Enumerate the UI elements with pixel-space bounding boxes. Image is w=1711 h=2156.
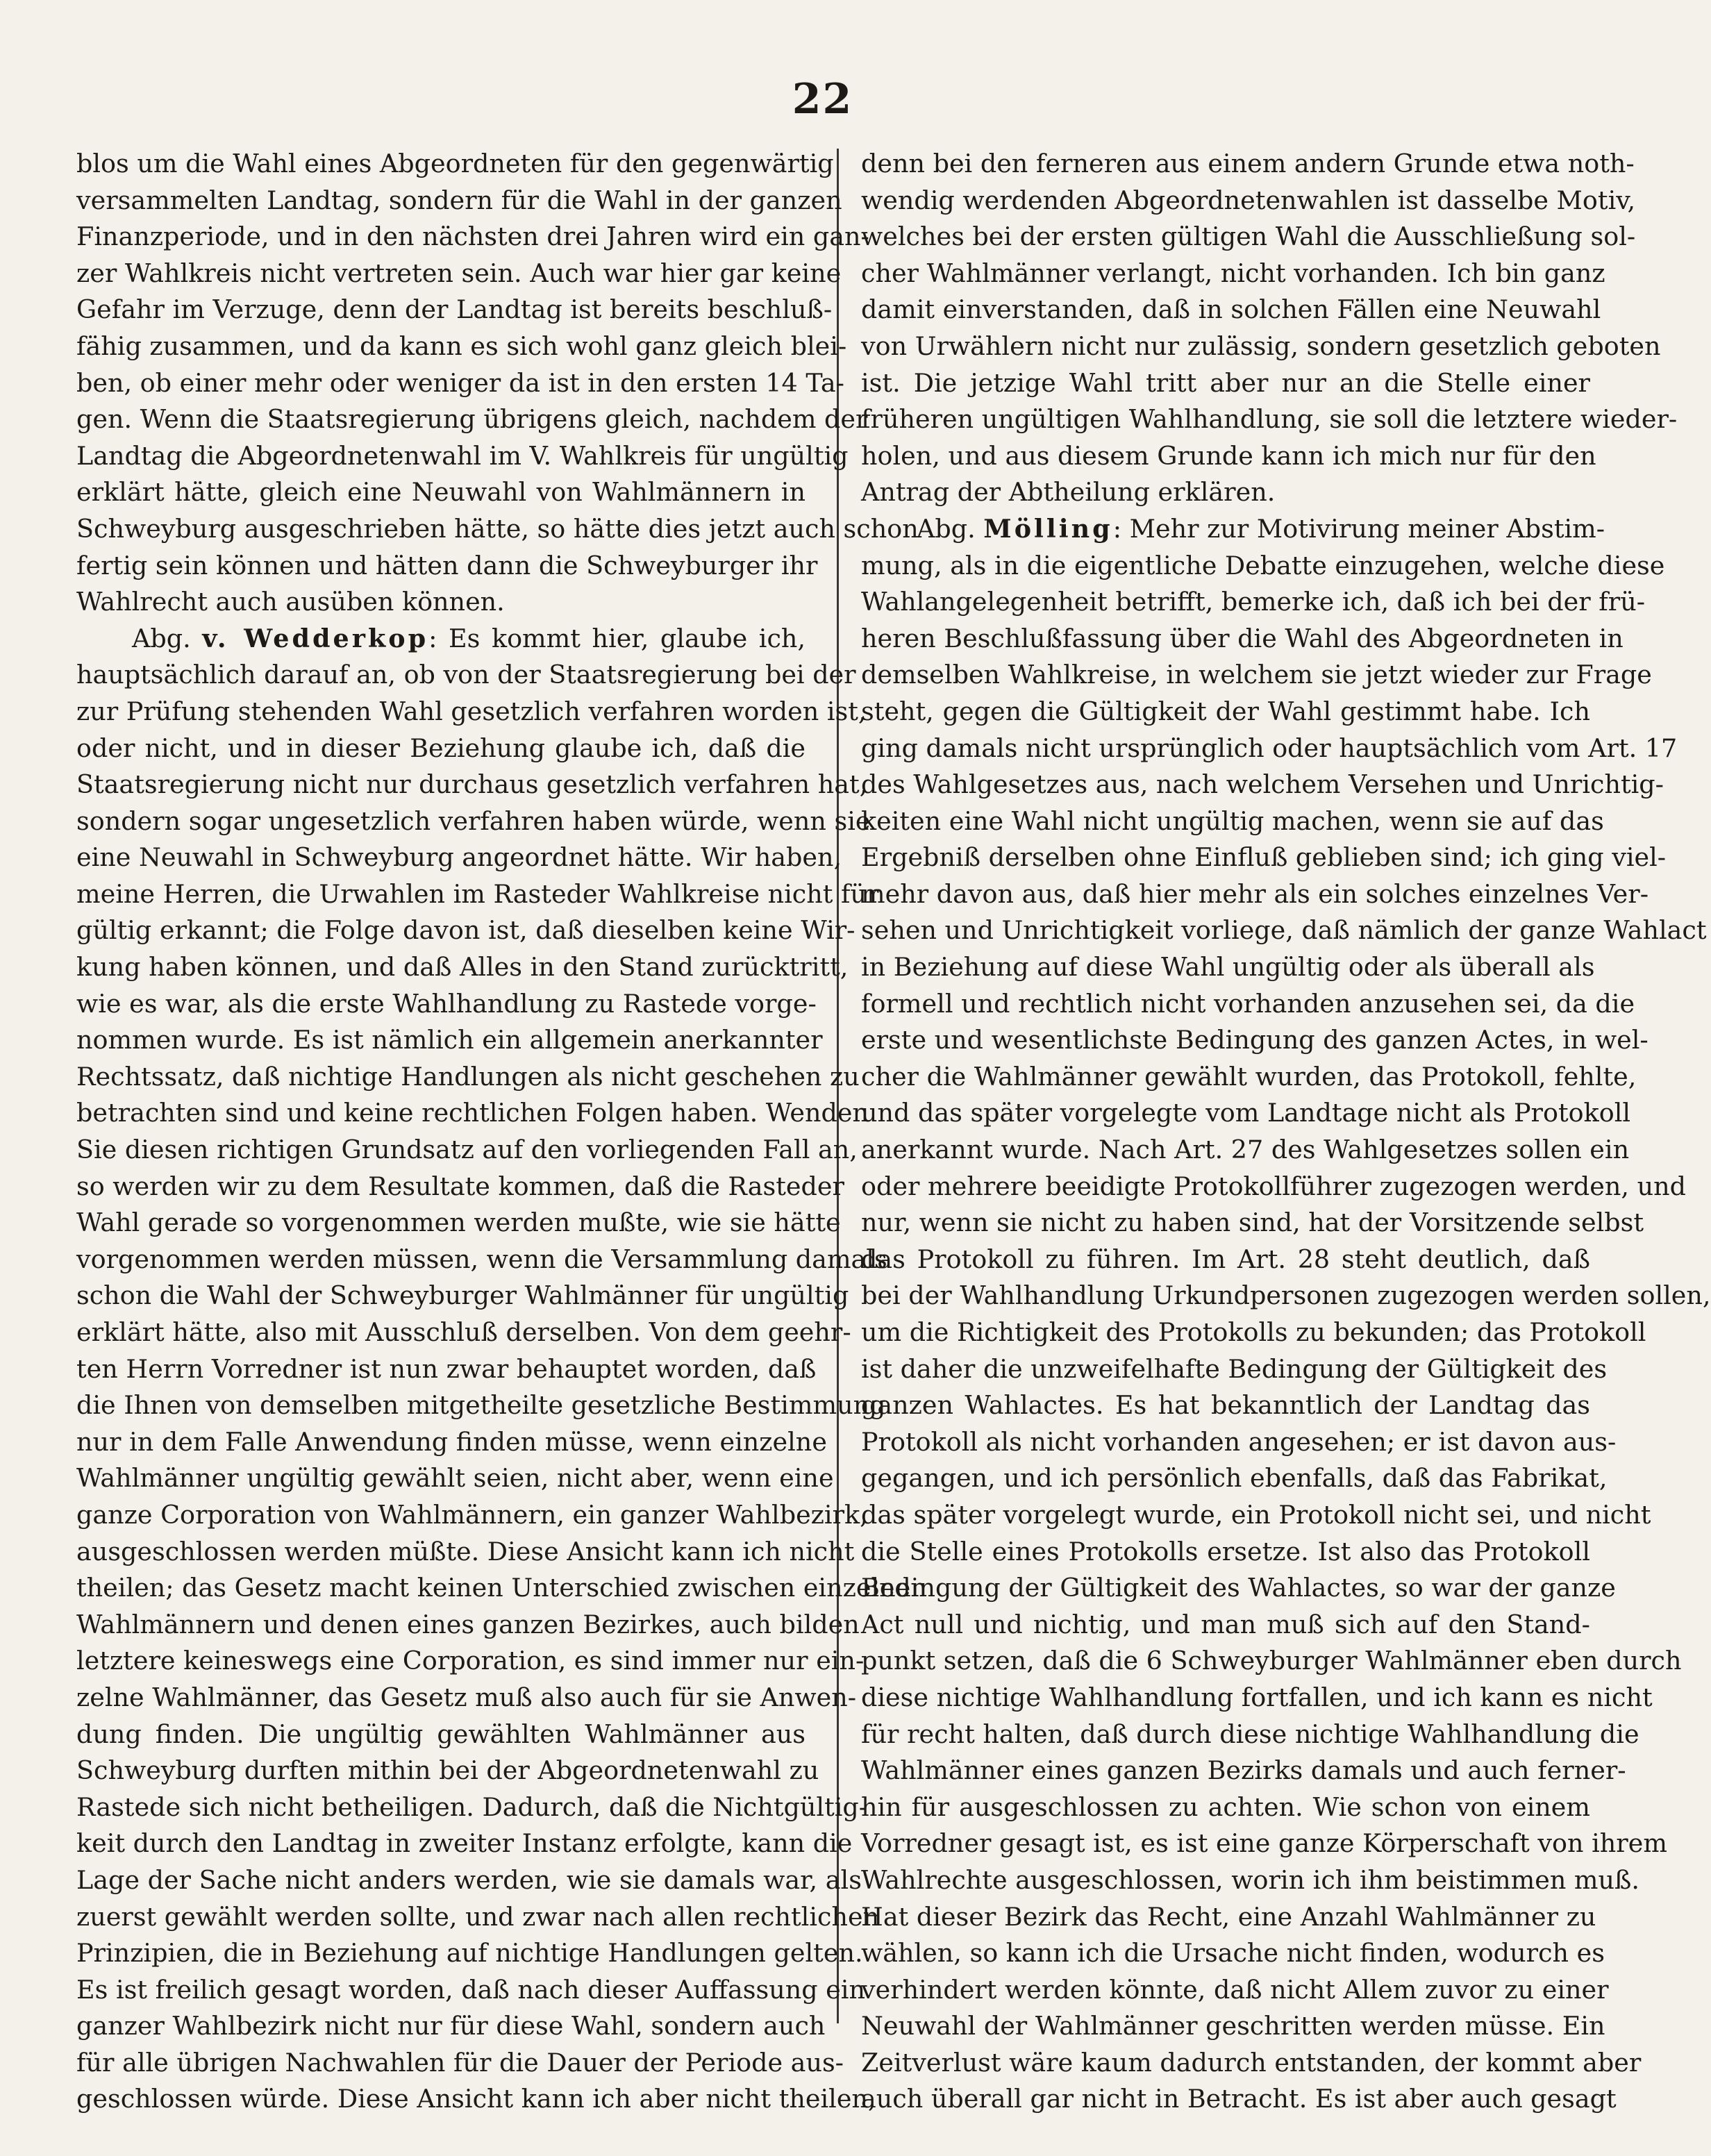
text-line: formell und rechtlich nicht vorhanden anzusehen sei, da die [861,988,1635,1019]
text-line: Lage der Sache nicht anders werden, wie sie damals war, als [76,1864,862,1895]
text-line: diese nichtige Wahlhandlung fortfallen, und ich kann es nicht [861,1682,1653,1712]
text-line: ist daher die unzweifelhafte Bedingung der Gültigkeit des [861,1353,1608,1384]
text-line: zuerst gewählt werden sollte, und zwar nach allen rechtlichen [76,1901,880,1932]
text-line: Ergebniß derselben ohne Einfluß geblieben sind; ich ging viel- [861,842,1667,873]
text-line: steht, gegen die Gültigkeit der Wahl gestimmt habe. Ich [861,696,1590,726]
text-line: denn bei den ferneren aus einem andern Grunde etwa noth- [861,149,1635,178]
text-line: Zeitverlust wäre kaum dadurch entstanden, der kommt aber [861,2047,1642,2078]
text-line: cher Wahlmänner verlangt, nicht vorhanden. Ich bin ganz [861,258,1605,288]
text-line: Bedingung der Gültigkeit des Wahlactes, so war der ganze [861,1573,1616,1603]
text-line: mehr davon aus, daß hier mehr als ein solches einzelnes Ver- [861,878,1649,909]
text-line: Wahlrechte ausgeschlossen, worin ich ihm beistimmen muß. [861,1864,1640,1895]
text-line: vorgenommen werden müssen, wenn die Versammlung damals [76,1244,887,1274]
text-line: geschlossen würde. Diese Ansicht kann ich aber nicht theilen, [76,2084,876,2114]
text-line: kung haben können, und daß Alles in den Stand zurücktritt, [76,952,849,983]
text-line: wie es war, als die erste Wahlhandlung zu Rastede vorge- [76,988,817,1019]
text-line: und das später vorgelegte vom Landtage nicht als Protokoll [861,1098,1631,1128]
text-line: für recht halten, daß durch diese nichtige Wahlhandlung die [861,1719,1639,1749]
text-line: ist. Die jetzige Wahl tritt aber nur an die Stelle einer [861,367,1590,398]
speaker-prefix: Abg. [132,623,203,653]
text-line: des Wahlgesetzes aus, nach welchem Versehen und Unrichtig- [861,769,1664,800]
text-line: Schweyburg ausgeschrieben hätte, so hätte dies jetzt auch schon [76,513,919,544]
text-line: Es ist freilich gesagt worden, daß nach dieser Auffassung ein [76,1974,865,2005]
text-line: mung, als in die eigentliche Debatte einzugehen, welche diese [861,550,1665,580]
text-line: nur, wenn sie nicht zu haben sind, hat der Vorsitzende selbst [861,1207,1644,1238]
text-line: ganze Corporation von Wahlmännern, ein ganzer Wahlbezirk, [76,1499,868,1530]
text-line: nur in dem Falle Anwendung finden müsse, wenn einzelne [76,1426,827,1457]
text-line: oder nicht, und in dieser Beziehung glaube ich, daß die [76,733,806,763]
text-line: gen. Wenn die Staatsregierung übrigens gleich, nachdem der [76,404,868,435]
text-line: für alle übrigen Nachwahlen für die Dauer der Periode aus- [76,2047,844,2078]
text-line: meine Herren, die Urwahlen im Rasteder Wahlkreise nicht für [76,878,879,909]
text-line: die Ihnen von demselben mitgetheilte gesetzliche Bestimmung [76,1390,886,1421]
text-line: Rastede sich nicht betheiligen. Dadurch, daß die Nichtgültig- [76,1791,868,1822]
text-line: eine Neuwahl in Schweyburg angeordnet hätte. Wir haben, [76,842,842,873]
text-line: Wahl gerade so vorgenommen werden mußte, wie sie hätte [76,1207,841,1238]
text-line: heren Beschlußfassung über die Wahl des Abgeordneten in [861,623,1624,653]
text-line: oder mehrere beeidigte Protokollführer zugezogen werden, und [861,1171,1686,1201]
text-line: letztere keineswegs eine Corporation, es sind immer nur ein- [76,1646,865,1676]
text-line: Gefahr im Verzuge, denn der Landtag ist bereits beschluß- [76,294,833,325]
text-line: von Urwählern nicht nur zulässig, sondern gesetzlich geboten [861,331,1661,361]
text-line: demselben Wahlkreise, in welchem sie jetzt wieder zur Frage [861,660,1652,690]
text-line [76,621,806,658]
text-line: holen, und aus diesem Grunde kann ich mich nur für den [861,440,1596,471]
text-line: in Beziehung auf diese Wahl ungültig oder als überall als [861,952,1595,983]
text-line: blos um die Wahl eines Abgeordneten für den gegenwärtig [76,149,834,178]
text-line: das später vorgelegt wurde, ein Protokoll nicht sei, und nicht [861,1499,1651,1530]
text-line: gültig erkannt; die Folge davon ist, daß dieselben keine Wir- [76,915,856,946]
text-line: früheren ungültigen Wahlhandlung, sie soll die letztere wieder- [861,404,1678,435]
text-line: bei der Wahlhandlung Urkundpersonen zugezogen werden sollen, [861,1280,1711,1311]
text-line: keiten eine Wahl nicht ungültig machen, wenn sie auf das [861,805,1604,836]
text-line: Finanzperiode, und in den nächsten drei Jahren wird ein gan- [76,222,869,252]
page-number: 22 [792,75,853,124]
text-line: zelne Wahlmänner, das Gesetz muß also auch für sie Anwen- [76,1682,857,1712]
speaker-name: Mölling [983,513,1113,544]
text-line [861,511,1605,548]
text-line: wählen, so kann ich die Ursache nicht finden, wodurch es [861,1938,1605,1969]
text-line: Vorredner gesagt ist, es ist eine ganze Körperschaft von ihrem [861,1828,1667,1859]
text-line: Landtag die Abgeordnetenwahl im V. Wahlkreis für ungültig [76,440,849,471]
text-line: theilen; das Gesetz macht keinen Unterschied zwischen einzelnen [76,1573,927,1603]
text-line: Wahlmänner eines ganzen Bezirks damals und auch ferner- [861,1755,1626,1786]
text-line: hin für ausgeschlossen zu achten. Wie schon von einem [861,1791,1590,1822]
text-line: Wahlangelegenheit betrifft, bemerke ich, daß ich bei der frü- [861,587,1646,617]
text-line: ging damals nicht ursprünglich oder hauptsächlich vom Art. 17 [861,733,1678,763]
text-line: ganzer Wahlbezirk nicht nur für diese Wahl, sondern auch [76,2011,826,2041]
text-line: Prinzipien, die in Beziehung auf nichtige Handlungen gelten. [76,1938,863,1969]
text-line: hauptsächlich darauf an, ob von der Staatsregierung bei der [76,660,856,690]
text-line: Rechtssatz, daß nichtige Handlungen als nicht geschehen zu [76,1061,860,1092]
text-line: erklärt hätte, gleich eine Neuwahl von Wahlmännern in [76,477,806,508]
text-line: Wahlrecht auch ausüben können. [76,587,505,617]
text-line: dung finden. Die ungültig gewählten Wahlmänner aus [76,1719,806,1749]
text-line: Sie diesen richtigen Grundsatz auf den vorliegenden Fall an, [76,1135,858,1165]
text-line: ganzen Wahlactes. Es hat bekanntlich der Landtag das [861,1390,1590,1421]
text-line: zer Wahlkreis nicht vertreten sein. Auch war hier gar keine [76,258,842,288]
text-line: betrachten sind und keine rechtlichen Folgen haben. Wenden [76,1098,869,1128]
text-line: verhindert werden könnte, daß nicht Allem zuvor zu einer [861,1974,1609,2005]
text-line: cher die Wahlmänner gewählt wurden, das Protokoll, fehlte, [861,1061,1637,1092]
text-line: Wahlmänner ungültig gewählt seien, nicht aber, wenn eine [76,1463,834,1494]
text-line: gegangen, und ich persönlich ebenfalls, daß das Fabrikat, [861,1463,1608,1494]
right-column [861,146,1711,2114]
text-line: zur Prüfung stehenden Wahl gesetzlich verfahren worden ist, [76,696,867,726]
text-line: ausgeschlossen werden müßte. Diese Ansicht kann ich nicht [76,1536,855,1566]
text-line: sondern sogar ungesetzlich verfahren haben würde, wenn sie [76,805,871,836]
speaker-prefix: Abg. [917,513,984,544]
text-line: auch überall gar nicht in Betracht. Es ist aber auch gesagt [861,2084,1617,2114]
text-line: schon die Wahl der Schweyburger Wahlmänner für ungültig [76,1280,849,1311]
left-column [76,146,927,2114]
text-line: Staatsregierung nicht nur durchaus gesetzlich verfahren hat, [76,769,868,800]
text-line: Act null und nichtig, und man muß sich auf den Stand- [861,1609,1590,1639]
text-line: Neuwahl der Wahlmänner geschritten werden müsse. Ein [861,2011,1605,2041]
text-line: Protokoll als nicht vorhanden angesehen; er ist davon aus- [861,1426,1617,1457]
text-line: keit durch den Landtag in zweiter Instanz erfolgte, kann die [76,1828,853,1859]
text-line: Wahlmännern und denen eines ganzen Bezirkes, auch bilden [76,1609,860,1639]
speaker-name: v. Wedderkop [202,623,429,653]
text-line: fähig zusammen, und da kann es sich wohl ganz gleich blei- [76,331,847,361]
text-columns [76,146,1711,2114]
text-line: wendig werdenden Abgeordnetenwahlen ist dasselbe Motiv, [861,185,1636,215]
text-line: die Stelle eines Protokolls ersetze. Ist also das Protokoll [861,1536,1590,1566]
text-line: erste und wesentlichste Bedingung des ganzen Actes, in wel- [861,1025,1649,1055]
text-line: nommen wurde. Es ist nämlich ein allgemein anerkannter [76,1025,823,1055]
text-line: Antrag der Abtheilung erklären. [861,477,1276,508]
text-line: punkt setzen, daß die 6 Schweyburger Wahlmänner eben durch [861,1646,1682,1676]
text-line: das Protokoll zu führen. Im Art. 28 steht deutlich, daß [861,1244,1590,1274]
speech-text: : Mehr zur Motivirung meiner Abstim- [1112,513,1605,544]
text-line: Schweyburg durften mithin bei der Abgeordnetenwahl zu [76,1755,819,1786]
text-line: um die Richtigkeit des Protokolls zu bekunden; das Protokoll [861,1317,1646,1347]
text-line: fertig sein können und hätten dann die Schweyburger ihr [76,550,818,580]
text-line: so werden wir zu dem Resultate kommen, daß die Rasteder [76,1171,844,1201]
text-line: erklärt hätte, also mit Ausschluß derselben. Von dem geehr- [76,1317,851,1347]
text-line: ten Herrn Vorredner ist nun zwar behauptet worden, daß [76,1353,817,1384]
text-line: damit einverstanden, daß in solchen Fällen eine Neuwahl [861,294,1601,325]
text-line: sehen und Unrichtigkeit vorliege, daß nämlich der ganze Wahlact [861,915,1707,946]
text-line: anerkannt wurde. Nach Art. 27 des Wahlgesetzes sollen ein [861,1135,1630,1165]
speech-text: : Es kommt hier, glaube ich, [428,623,806,653]
text-line: welches bei der ersten gültigen Wahl die Ausschließung sol- [861,222,1636,252]
text-line: versammelten Landtag, sondern für die Wahl in der ganzen [76,185,842,215]
text-line: ben, ob einer mehr oder weniger da ist in den ersten 14 Ta- [76,367,844,398]
text-line: Hat dieser Bezirk das Recht, eine Anzahl Wahlmänner zu [861,1901,1596,1932]
